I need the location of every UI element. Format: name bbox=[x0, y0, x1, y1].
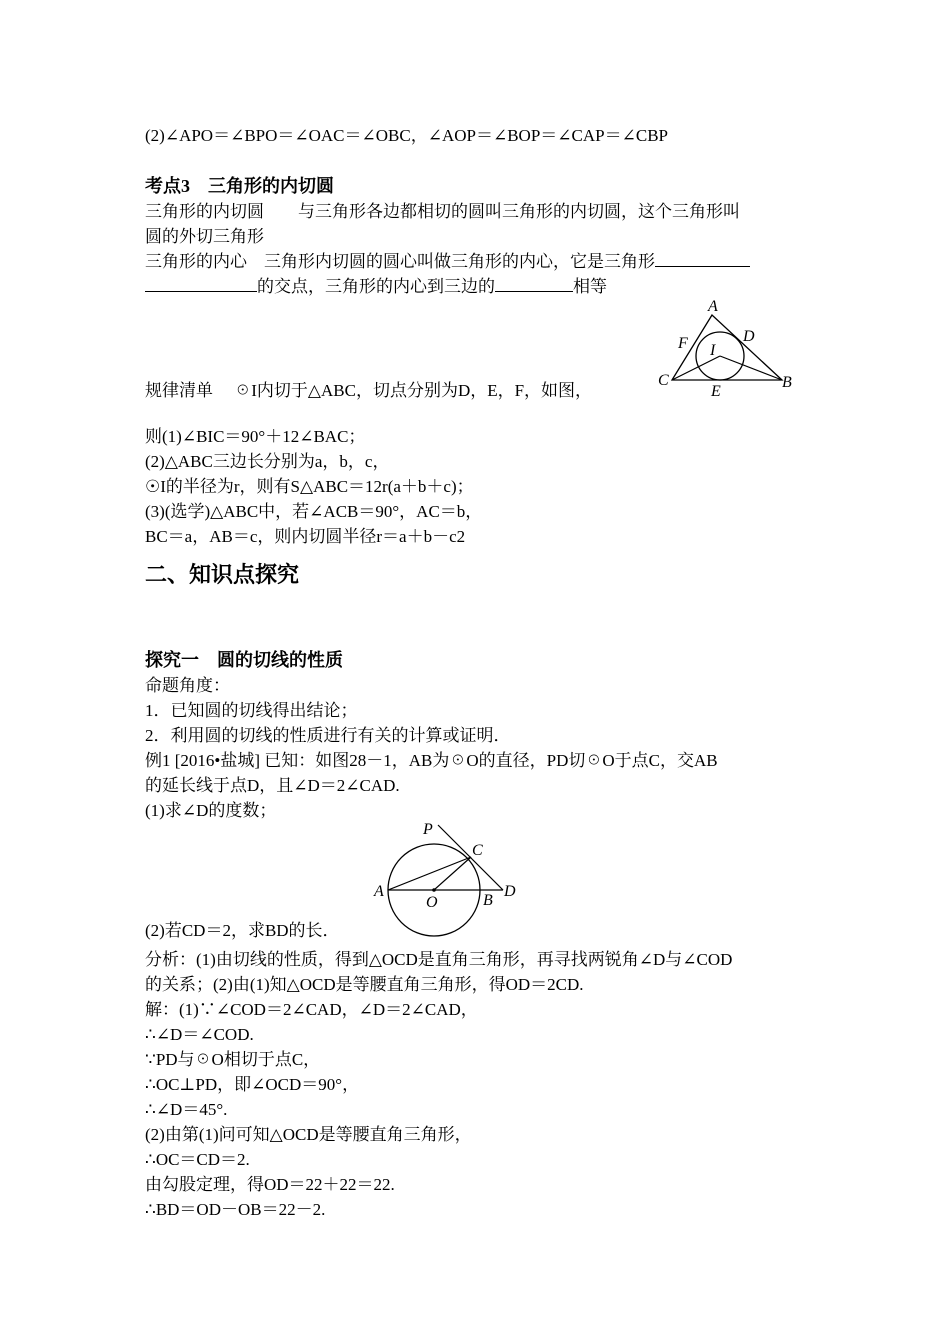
def-incircle-b: 圆的外切三角形 bbox=[145, 227, 264, 246]
solution-6: (2)由第(1)问可知△OCD是等腰直角三角形， bbox=[145, 1125, 472, 1144]
mingti-2: 2．利用圆的切线的性质进行有关的计算或证明． bbox=[145, 726, 511, 745]
blank-3 bbox=[495, 275, 573, 292]
label-c: C bbox=[658, 372, 669, 389]
mingti: 命题角度： bbox=[145, 676, 230, 695]
heading-kaodian-3: 考点3 三角形的内切圆 bbox=[145, 176, 334, 196]
heading-section-2: 二、知识点探究 bbox=[145, 562, 300, 587]
question-1: (1)求∠D的度数； bbox=[145, 801, 277, 820]
blank-2 bbox=[145, 275, 257, 292]
line-oc bbox=[434, 857, 471, 890]
label-p: P bbox=[423, 821, 433, 838]
rule-4: (3)(选学)△ABC中，若∠ACB＝90°，AC＝b， bbox=[145, 502, 483, 521]
def-incenter-a-text: 三角形的内心 三角形内切圆的圆心叫做三角形的内心，它是三角形 bbox=[145, 252, 655, 271]
tangent-figure bbox=[368, 815, 528, 945]
label-f: F bbox=[678, 335, 688, 352]
analysis-1: 分析：(1)由切线的性质，得到△OCD是直角三角形，再寻找两锐角∠D与∠COD bbox=[145, 950, 733, 969]
def-incenter-b bbox=[145, 275, 607, 299]
line-ib bbox=[720, 356, 782, 380]
def-incenter-b-end: 相等 bbox=[573, 277, 607, 296]
label-o: O bbox=[426, 894, 438, 911]
incircle-figure bbox=[650, 295, 800, 405]
rule-2: (2)△ABC三边长分别为a，b，c， bbox=[145, 452, 390, 471]
label-c2: C bbox=[472, 842, 483, 859]
solution-3: ∵PD与☉O相切于点C， bbox=[145, 1050, 321, 1069]
solution-1: 解：(1)∵∠COD＝2∠CAD，∠D＝2∠CAD， bbox=[145, 1000, 478, 1019]
solution-5: ∴∠D＝45°. bbox=[145, 1100, 228, 1119]
triangle-abc bbox=[672, 315, 782, 380]
example-1b: 的延长线于点D，且∠D＝2∠CAD. bbox=[145, 776, 400, 795]
mingti-1: 1．已知圆的切线得出结论； bbox=[145, 701, 358, 720]
label-a2: A bbox=[374, 883, 384, 900]
line-ac bbox=[388, 857, 471, 890]
solution-9: ∴BD＝OD－OB＝22－2. bbox=[145, 1200, 326, 1219]
solution-4: ∴OC⊥PD，即∠OCD＝90°， bbox=[145, 1075, 360, 1094]
blank-1 bbox=[655, 250, 750, 267]
label-b2: B bbox=[483, 892, 493, 909]
label-e: E bbox=[711, 383, 721, 400]
label-b: B bbox=[782, 374, 792, 391]
rule-list: 规律清单 ☉I内切于△ABC，切点分别为D，E，F，如图， bbox=[145, 381, 593, 400]
label-a: A bbox=[708, 298, 718, 315]
solution-7: ∴OC＝CD＝2. bbox=[145, 1150, 250, 1169]
label-d2: D bbox=[504, 883, 516, 900]
def-incenter-a bbox=[145, 250, 750, 274]
label-d: D bbox=[743, 328, 755, 345]
point-o bbox=[432, 888, 436, 892]
question-2: (2)若CD＝2，求BD的长． bbox=[145, 921, 340, 940]
rule-5: BC＝a，AB＝c，则内切圆半径r＝a＋b－c2 bbox=[145, 527, 466, 546]
rule-1: 则(1)∠BIC＝90°＋12∠BAC； bbox=[145, 427, 366, 446]
rule-3: ☉I的半径为r，则有S△ABC＝12r(a＋b＋c)； bbox=[145, 477, 474, 496]
example-1a: 例1 [2016•盐城] 已知：如图28－1，AB为☉O的直径，PD切☉O于点C，交AB bbox=[145, 751, 718, 770]
solution-2: ∴∠D＝∠COD. bbox=[145, 1025, 254, 1044]
analysis-2: 的关系；(2)由(1)知△OCD是等腰直角三角形，得OD＝2CD. bbox=[145, 975, 584, 994]
solution-8: 由勾股定理，得OD＝22＋22＝22. bbox=[145, 1175, 395, 1194]
heading-tanjiu-1: 探究一 圆的切线的性质 bbox=[145, 650, 343, 670]
def-incircle-a: 三角形的内切圆 与三角形各边都相切的圆叫三角形的内切圆，这个三角形叫 bbox=[145, 202, 740, 221]
label-i: I bbox=[710, 342, 716, 359]
line-1: (2)∠APO＝∠BPO＝∠OAC＝∠OBC，∠AOP＝∠BOP＝∠CAP＝∠CBP bbox=[145, 126, 668, 145]
def-incenter-b-mid: 的交点，三角形的内心到三边的 bbox=[257, 277, 495, 296]
